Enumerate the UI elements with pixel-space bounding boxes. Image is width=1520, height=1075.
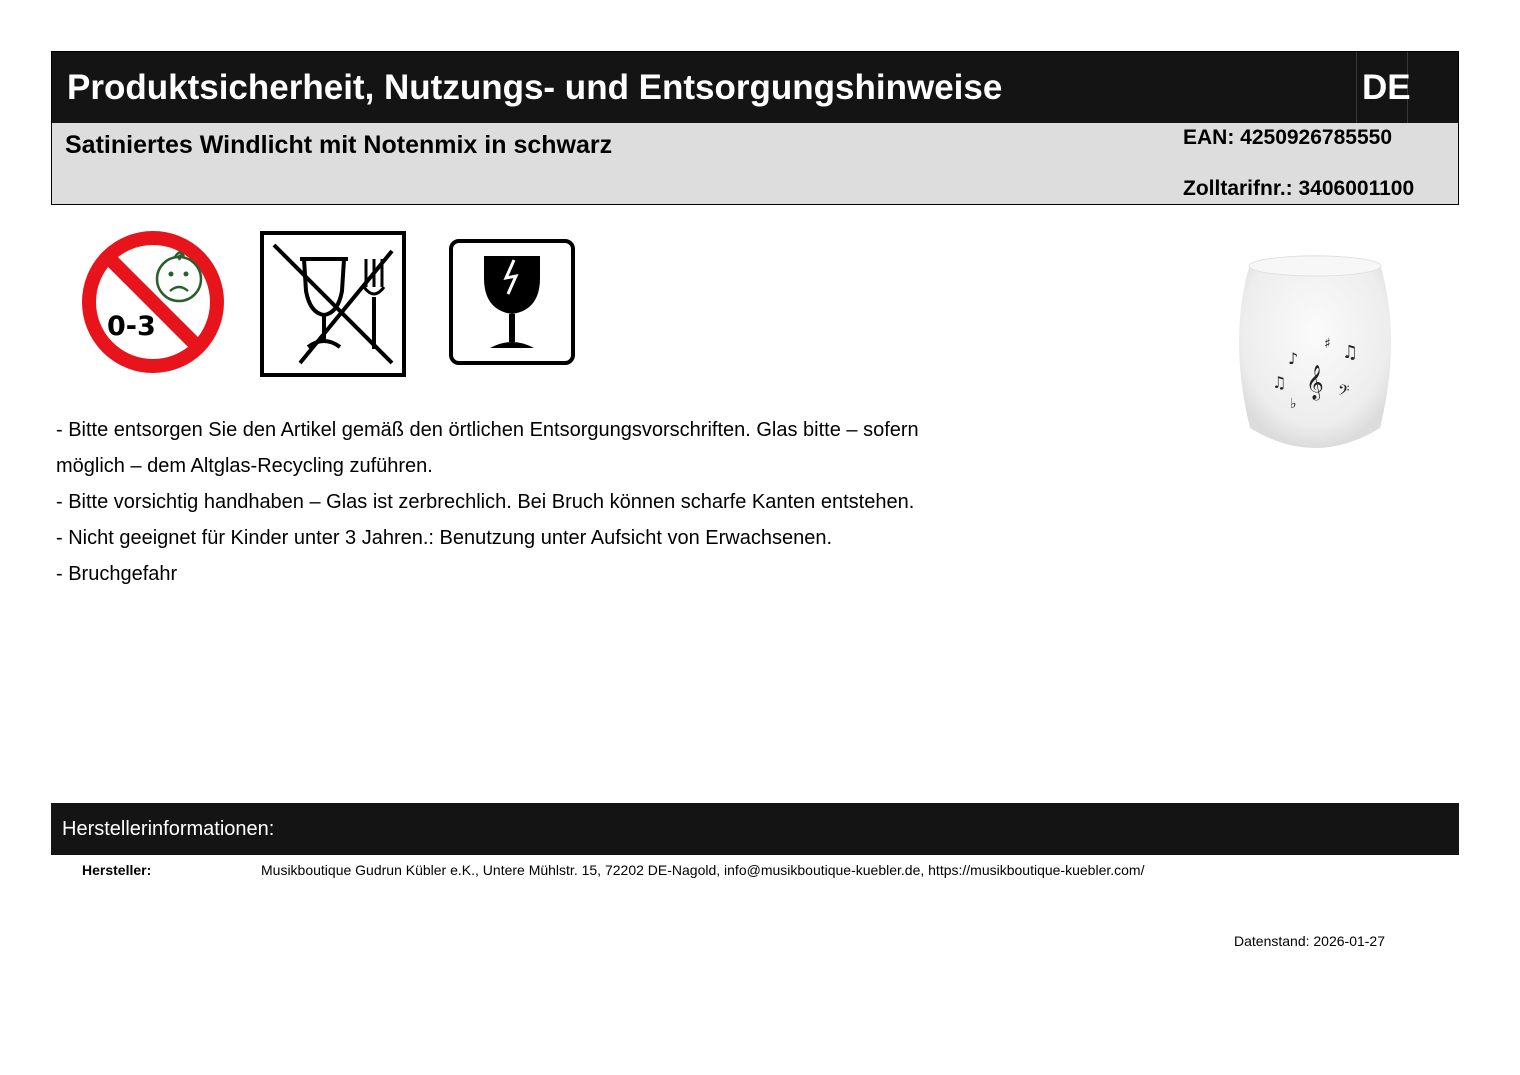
age-label: 0-3: [107, 311, 156, 342]
svg-text:♪: ♪: [1288, 349, 1299, 368]
language-box: [1356, 52, 1411, 124]
svg-text:𝄞: 𝄞: [1306, 365, 1324, 400]
manufacturer-bar: [51, 803, 1459, 855]
header-bar: [51, 51, 1459, 124]
svg-text:♯: ♯: [1324, 336, 1331, 352]
tariff-number: Zolltarifnr.: 3406001100: [1183, 177, 1415, 200]
hint-line: - Bruchgefahr: [56, 563, 178, 585]
svg-text:𝄢: 𝄢: [1338, 382, 1350, 403]
svg-text:♫: ♫: [1272, 373, 1287, 392]
language-code: DE: [1362, 68, 1411, 107]
hint-line: möglich – dem Altglas-Recycling zuführen.: [56, 455, 433, 477]
manufacturer-label: Hersteller:: [82, 862, 152, 878]
not-for-children-0-3-icon: [80, 229, 226, 375]
not-food-safe-icon: [260, 231, 406, 377]
hint-line: - Bitte vorsichtig handhaben – Glas ist zerbrechlich. Bei Bruch können scharfe Kanten entstehen.: [56, 491, 915, 513]
page-title: Produktsicherheit, Nutzungs- und Entsorgungshinweise: [67, 68, 1003, 107]
product-name: Satiniertes Windlicht mit Notenmix in schwarz: [65, 131, 613, 159]
ean-code: EAN: 4250926785550: [1183, 126, 1392, 149]
product-info-bar: [51, 123, 1459, 205]
windlicht-glass-icon: [1230, 248, 1400, 460]
manufacturer-section-title: Herstellerinformationen:: [62, 818, 275, 840]
fragile-glass-icon: [448, 238, 576, 366]
hint-line: - Nicht geeignet für Kinder unter 3 Jahren.: Benutzung unter Aufsicht von Erwachsenen.: [56, 527, 833, 549]
svg-text:♭: ♭: [1290, 396, 1297, 412]
hint-line: - Bitte entsorgen Sie den Artikel gemäß den örtlichen Entsorgungsvorschriften. Glas bitte – sofern: [56, 419, 919, 441]
data-date: Datenstand: 2026-01-27: [1234, 933, 1385, 949]
svg-text:♫: ♫: [1342, 342, 1359, 363]
safety-hints: [56, 412, 1016, 592]
manufacturer-value: Musikboutique Gudrun Kübler e.K., Untere Mühlstr. 15, 72202 DE-Nagold, info@musikboutique-kuebler.de, https://musikboutique-kuebler.com/: [261, 862, 1145, 878]
